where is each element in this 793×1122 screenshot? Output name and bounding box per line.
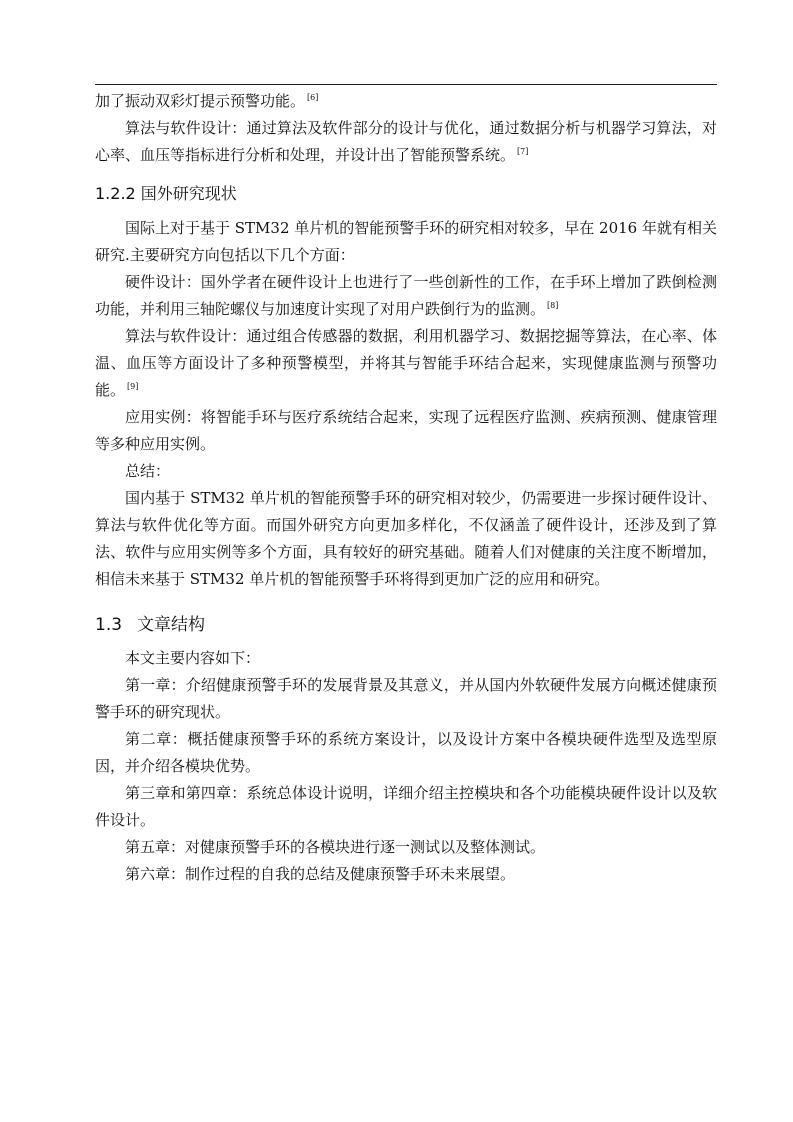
paragraph-chapter-1: 第一章：介绍健康预警手环的发展背景及其意义，并从国内外软硬件发展方向概述健康预警手环的研究现状。 [95, 676, 717, 721]
paragraph-chapter-2: 第二章：概括健康预警手环的系统方案设计，以及设计方案中各模块硬件选型及选型原因，并介绍各模块优势。 [95, 730, 717, 775]
header-rule [95, 84, 717, 85]
section-heading-1-2-2: 1.2.2 国外研究现状 [95, 184, 237, 203]
section-title: 文章结构 [137, 615, 205, 635]
page-body [95, 88, 717, 888]
paragraph-chapter-6: 第六章：制作过程的自我的总结及健康预警手环未来展望。 [125, 865, 516, 883]
citation-6: [6] [307, 93, 319, 102]
paragraph-algorithm-intl: 算法与软件设计：通过组合传感器的数据，利用机器学习、数据挖掘等算法，在心率、体温、血压等方面设计了多种预警模型，并将其与智能手环结合起来，实现健康监测与预警功能。 [9] [95, 327, 717, 399]
paragraph-summary: 国内基于 STM32 单片机的智能预警手环的研究相对较少，仍需要进一步探讨硬件设计、算法与软件优化等方面。而国外研究方向更加多样化，不仅涵盖了硬件设计，还涉及到了算法、软件与应用实例等多个方面，具有较好的研究基础。随着人们对健康的关注度不断增加，相信未来基于 STM32 单片机的智能预警手环将得到更加广泛的应用和研究。 [95, 489, 717, 588]
section-number: 1.3 [95, 615, 123, 635]
paragraph-hardware-intl: 硬件设计：国外学者在硬件设计上也进行了一些创新性的工作，在手环上增加了跌倒检测功能，并利用三轴陀螺仪与加速度计实现了对用户跌倒行为的监测。 [8] [95, 273, 717, 318]
paragraph-chapter-5: 第五章：对健康预警手环的各模块进行逐一测试以及整体测试。 [125, 838, 546, 856]
citation-7: [7] [517, 147, 529, 156]
paragraph-structure-intro: 本文主要内容如下： [125, 649, 261, 667]
paragraph-chapter-3-4: 第三章和第四章：系统总体设计说明，详细介绍主控模块和各个功能模块硬件设计以及软件设计。 [95, 784, 717, 829]
citation-8: [8] [547, 301, 559, 310]
paragraph-intl-intro: 国际上对于基于 STM32 单片机的智能预警手环的研究相对较多，早在 2016 年就有相关研究.主要研究方向包括以下几个方面： [95, 219, 717, 264]
paragraph-continuation: 加了振动双彩灯提示预警功能。 [6] [95, 92, 319, 110]
paragraph-application: 应用实例：将智能手环与医疗系统结合起来，实现了远程医疗监测、疾病预测、健康管理等多种应用实例。 [95, 408, 717, 453]
paragraph-summary-label: 总结： [125, 462, 171, 480]
paragraph-algorithm-domestic: 算法与软件设计：通过算法及软件部分的设计与优化，通过数据分析与机器学习算法，对心率、血压等指标进行分析和处理，并设计出了智能预警系统。 [7] [95, 119, 717, 164]
section-heading-1-3 [95, 611, 717, 639]
citation-9: [9] [127, 382, 139, 391]
